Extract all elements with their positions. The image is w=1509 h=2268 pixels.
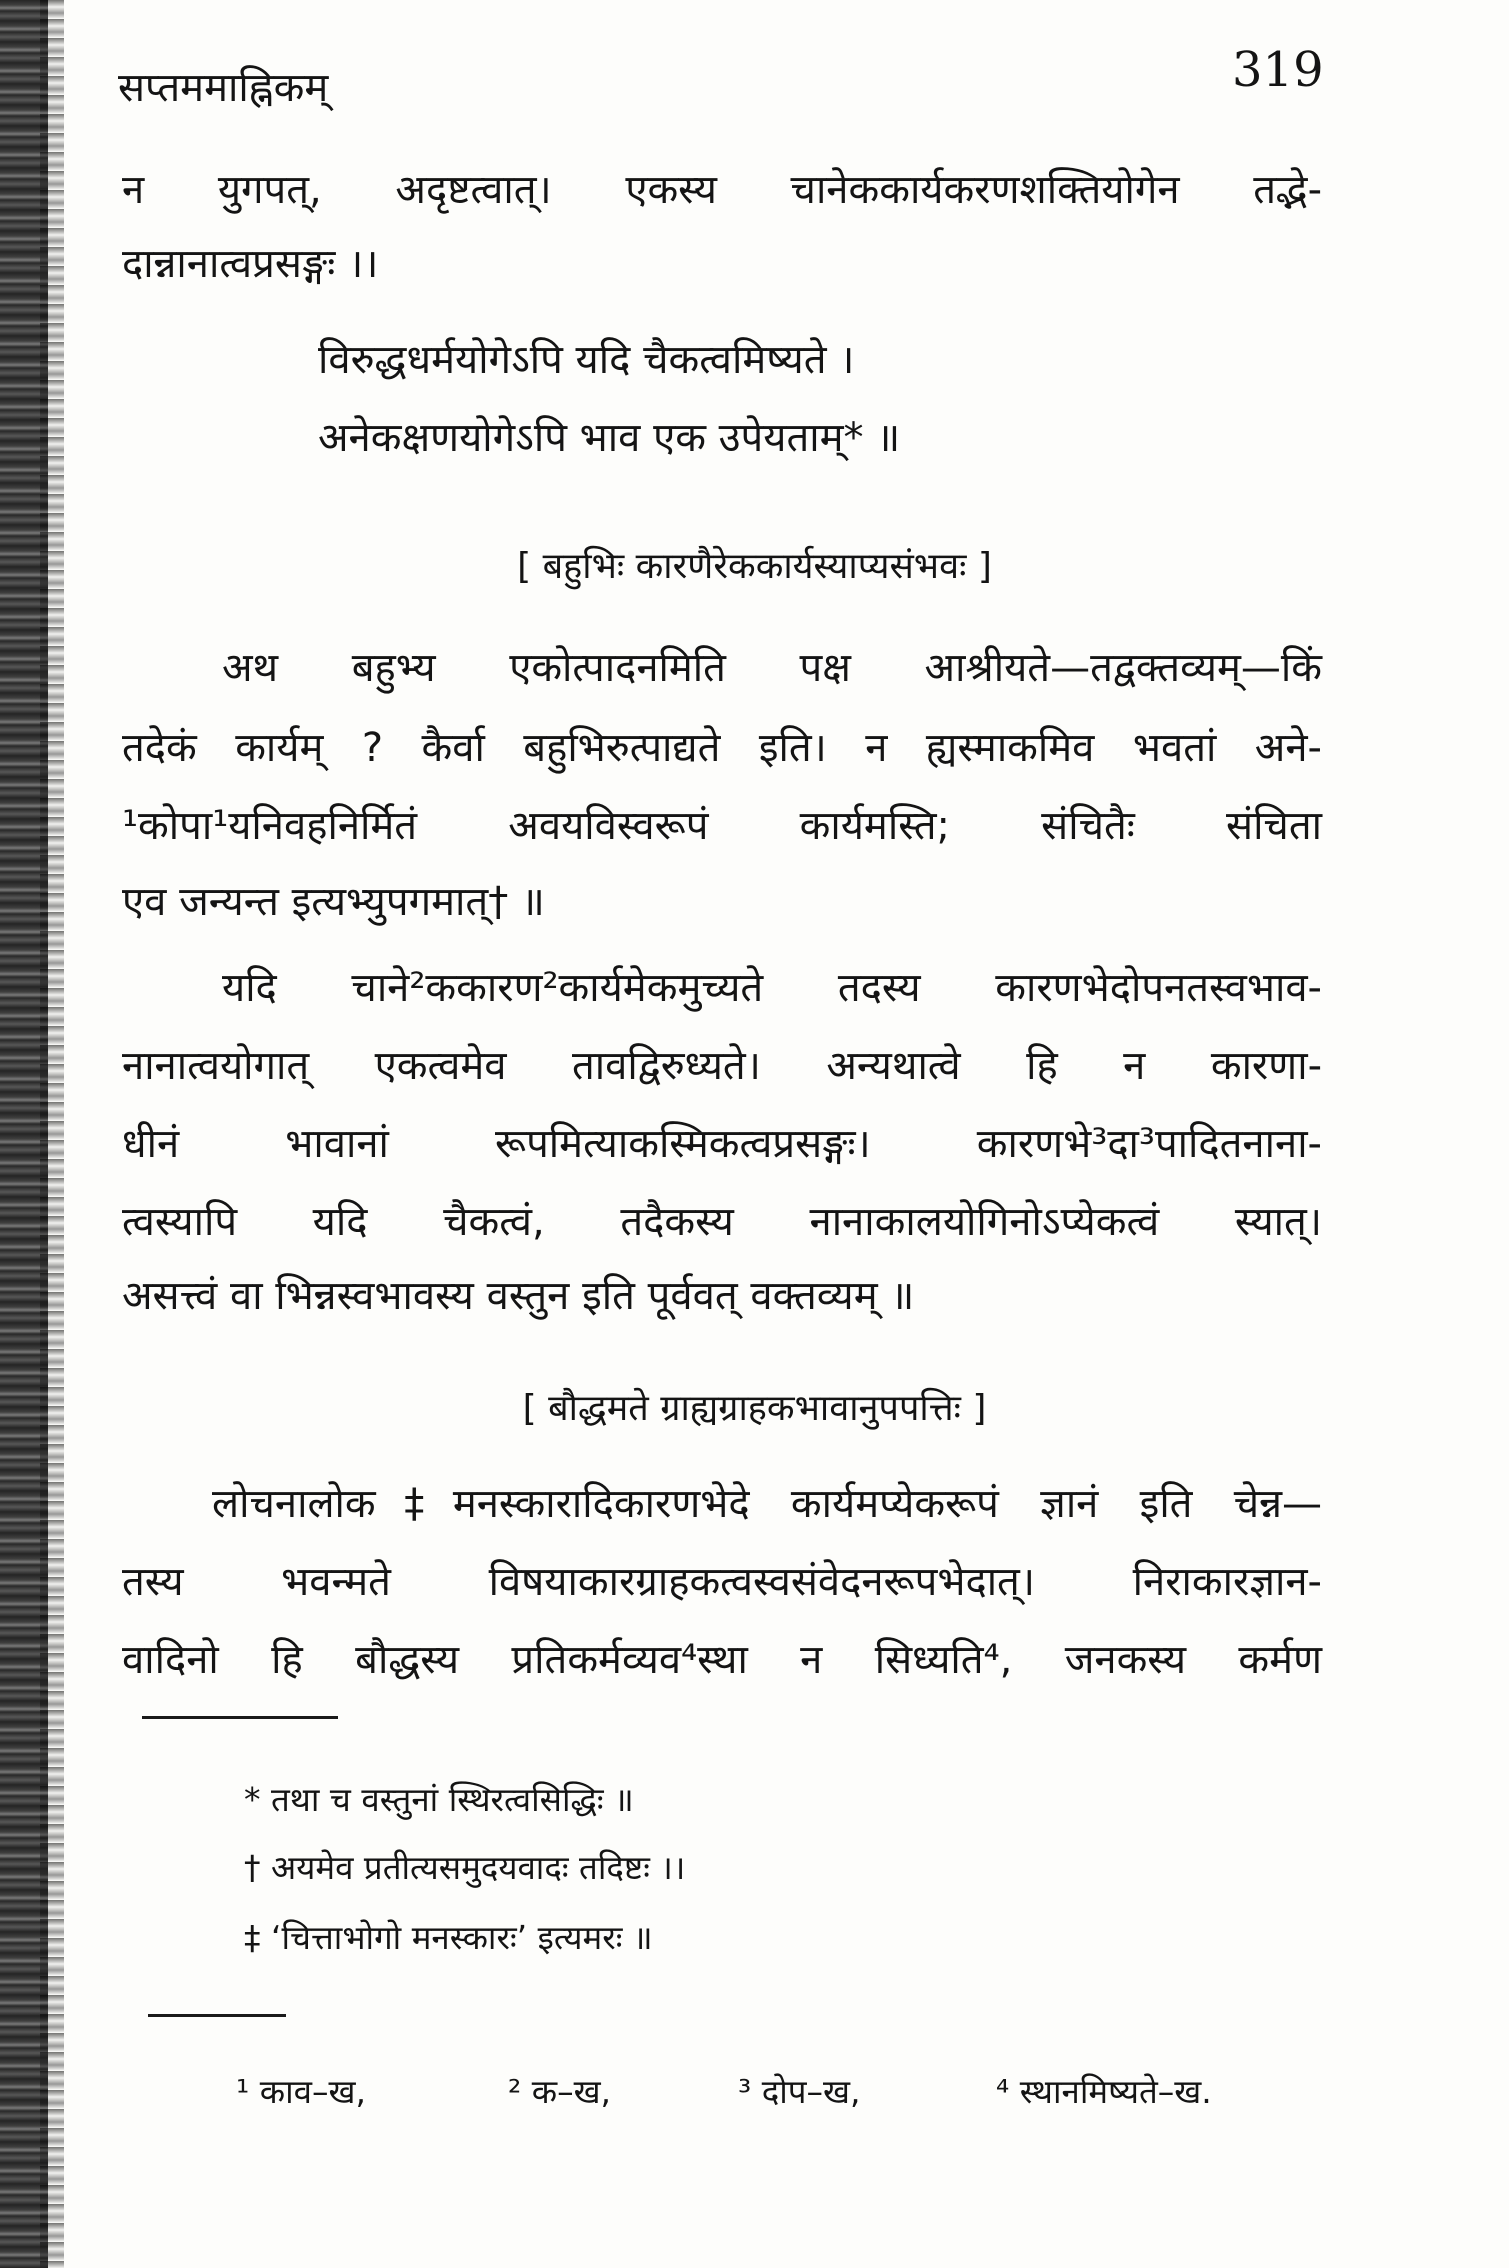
footnote: * तथा च वस्तुनां स्थिरत्वसिद्धिः ॥ — [244, 1780, 634, 1819]
binding-edge-shadow — [40, 0, 64, 2268]
paragraph-line: तस्य भवन्मते विषयाकारग्राहकत्वस्वसंवेदनरूपभेदात्। निराकारज्ञान- — [122, 1559, 1322, 1605]
footnote: † अयमेव प्रतीत्यसमुदयवादः तदिष्टः ।। — [244, 1848, 686, 1887]
paragraph-line: नानात्वयोगात् एकत्वमेव तावद्विरुध्यते। अन्यथात्वे हि न कारणा- — [122, 1043, 1322, 1089]
variant-reading: ² क–ख, — [508, 2072, 612, 2111]
page-number: 319 — [1232, 42, 1324, 98]
variant-reading: ¹ काव–ख, — [236, 2072, 366, 2111]
paragraph-line: तदेकं कार्यम् ? कैर्वा बहुभिरुत्पाद्यते इति। न ह्यस्माकमिव भवतां अने- — [122, 725, 1322, 771]
paragraph-line: धीनं भावानां रूपमित्याकस्मिकत्वप्रसङ्गः। कारणभे³दा³पादितनाना- — [122, 1121, 1322, 1167]
paragraph-line: लोचनालोक‡मनस्कारादिकारणभेदे कार्यमप्येकरूपं ज्ञानं इति चेन्न— — [212, 1481, 1322, 1527]
paragraph-line: यदि चाने²ककारण²कार्यमेकमुच्यते तदस्य कारणभेदोपनतस्वभाव- — [222, 965, 1322, 1011]
section-heading: [ बौद्धमते ग्राह्यग्राहकभावानुपपत्तिः ] — [522, 1388, 987, 1429]
paragraph-line: असत्त्वं वा भिन्नस्वभावस्य वस्तुन इति पूर्ववत् वक्तव्यम् ॥ — [122, 1273, 915, 1319]
footnote: ‡ ‘चित्ताभोगो मनस्कारः’ इत्यमरः ॥ — [244, 1918, 653, 1957]
paragraph-line: वादिनो हि बौद्धस्य प्रतिकर्मव्यव⁴स्था न सिध्यति⁴, जनकस्य कर्मण — [122, 1637, 1322, 1683]
paragraph-line: एव जन्यन्त इत्यभ्युपगमात्† ॥ — [122, 879, 545, 925]
verse-line: अनेकक्षणयोगेऽपि भाव एक उपेयताम्* ॥ — [318, 415, 901, 461]
variant-separator — [148, 2014, 286, 2017]
footnote-separator — [142, 1716, 338, 1719]
paragraph-line: त्वस्यापि यदि चैकत्वं, तदैकस्य नानाकालयोगिनोऽप्येकत्वं स्यात्। — [122, 1199, 1322, 1245]
paragraph-line: अथ बहुभ्य एकोत्पादनमिति पक्ष आश्रीयते—तद्वक्तव्यम्—किं — [222, 645, 1322, 691]
variant-reading: ³ दोप–ख, — [738, 2072, 861, 2111]
variant-reading: ⁴ स्थानमिष्यते–ख. — [996, 2072, 1212, 2111]
paragraph-line: न युगपत्, अदृष्टत्वात्। एकस्य चानेककार्यकरणशक्तियोगेन तद्भे- — [122, 167, 1322, 213]
section-heading: [ बहुभिः कारणैरेककार्यस्याप्यसंभवः ] — [517, 546, 992, 587]
paragraph-line: ¹कोपा¹यनिवहनिर्मितं अवयविस्वरूपं कार्यमस्ति; संचितैः संचिता — [122, 803, 1322, 849]
running-title: सप्तममाह्निकम् — [118, 65, 329, 111]
paragraph-line: दान्नानात्वप्रसङ्गः ।। — [122, 241, 379, 287]
verse-line: विरुद्धधर्मयोगेऽपि यदि चैकत्वमिष्यते । — [318, 337, 855, 383]
